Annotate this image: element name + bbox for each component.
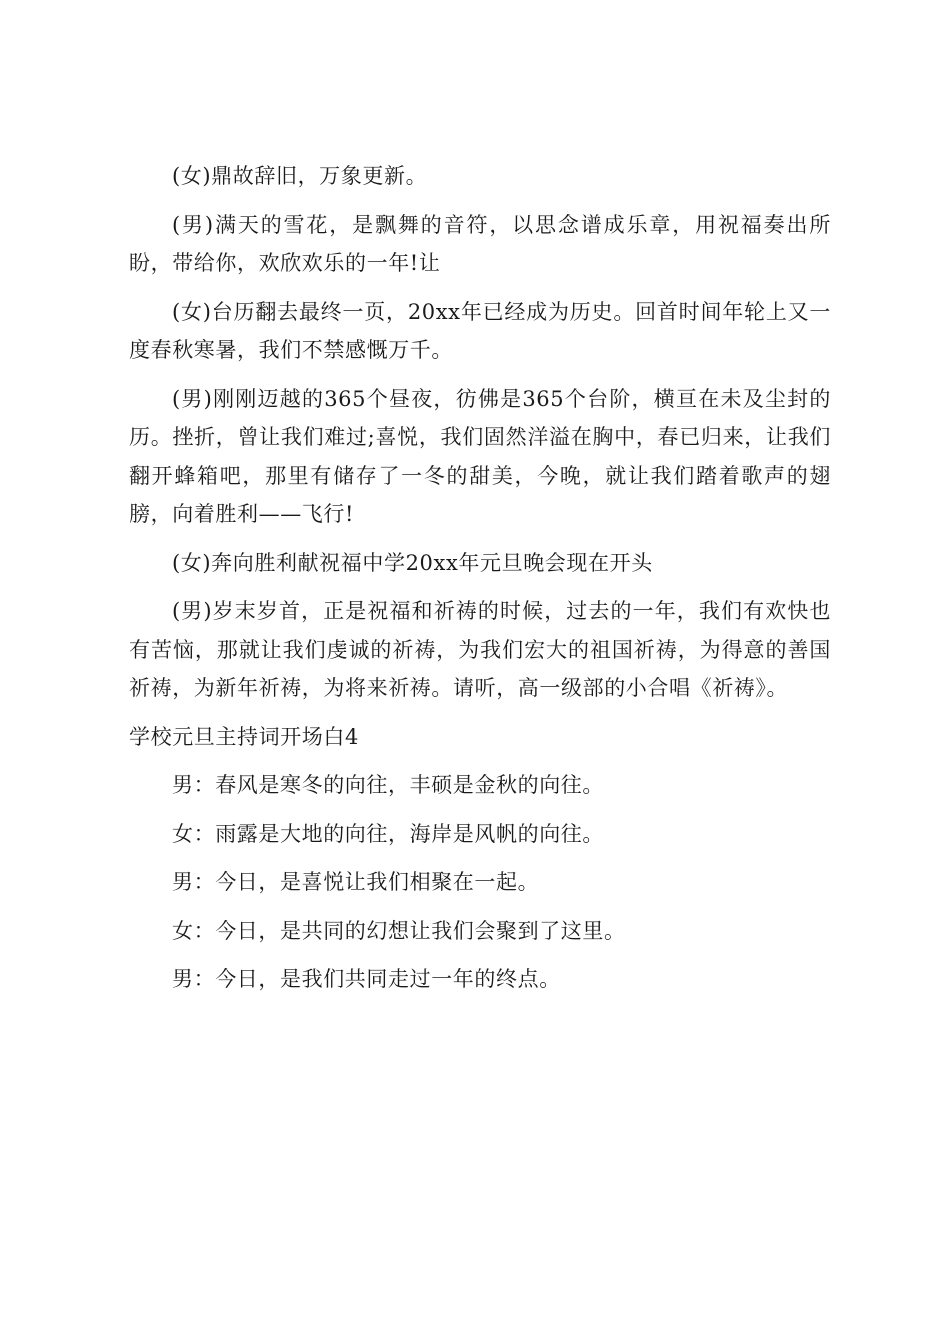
document-body — [129, 157, 831, 1009]
paragraph-2: (男)满天的雪花，是飘舞的音符，以思念谱成乐章，用祝福奏出所盼，带给你，欢欣欢乐的一年!让 — [129, 212, 831, 275]
paragraph-5: (女)奔向胜利献祝福中学20xx年元旦晚会现在开头 — [172, 550, 653, 575]
dialogue-line-1: 男：春风是寒冬的向往，丰硕是金秋的向往。 — [172, 773, 604, 797]
dialogue-line-2: 女：雨露是大地的向往，海岸是风帆的向往。 — [172, 821, 604, 846]
paragraph-1: (女)鼎故辞旧，万象更新。 — [172, 164, 428, 188]
paragraph-6: (男)岁末岁首，正是祝福和祈祷的时候，过去的一年，我们有欢快也有苦恼，那就让我们虔诚的祈祷，为我们宏大的祖国祈祷，为得意的善国祈祷，为新年祈祷，为将来祈祷。请听，高一级部的小合唱《祈祷》。 — [129, 599, 831, 700]
paragraph-4: (男)刚刚迈越的365个昼夜，彷佛是365个台阶，横亘在未及尘封的历。挫折，曾让我们难过;喜悦，我们固然洋溢在胸中，春已归来，让我们翻开蜂箱吧，那里有储存了一冬的甜美，今晚，就让我们踏着歌声的翅膀，向着胜利——飞行! — [129, 386, 831, 526]
paragraph-3: (女)台历翻去最终一页，20xx年已经成为历史。回首时间年轮上又一度春秋寒暑，我们不禁感慨万千。 — [129, 299, 831, 362]
dialogue-line-5: 男：今日，是我们共同走过一年的终点。 — [172, 967, 561, 991]
dialogue-line-4: 女：今日，是共同的幻想让我们会聚到了这里。 — [172, 918, 626, 943]
dialogue-line-3: 男：今日，是喜悦让我们相聚在一起。 — [172, 870, 540, 894]
section-heading: 学校元旦主持词开场白4 — [129, 724, 359, 749]
